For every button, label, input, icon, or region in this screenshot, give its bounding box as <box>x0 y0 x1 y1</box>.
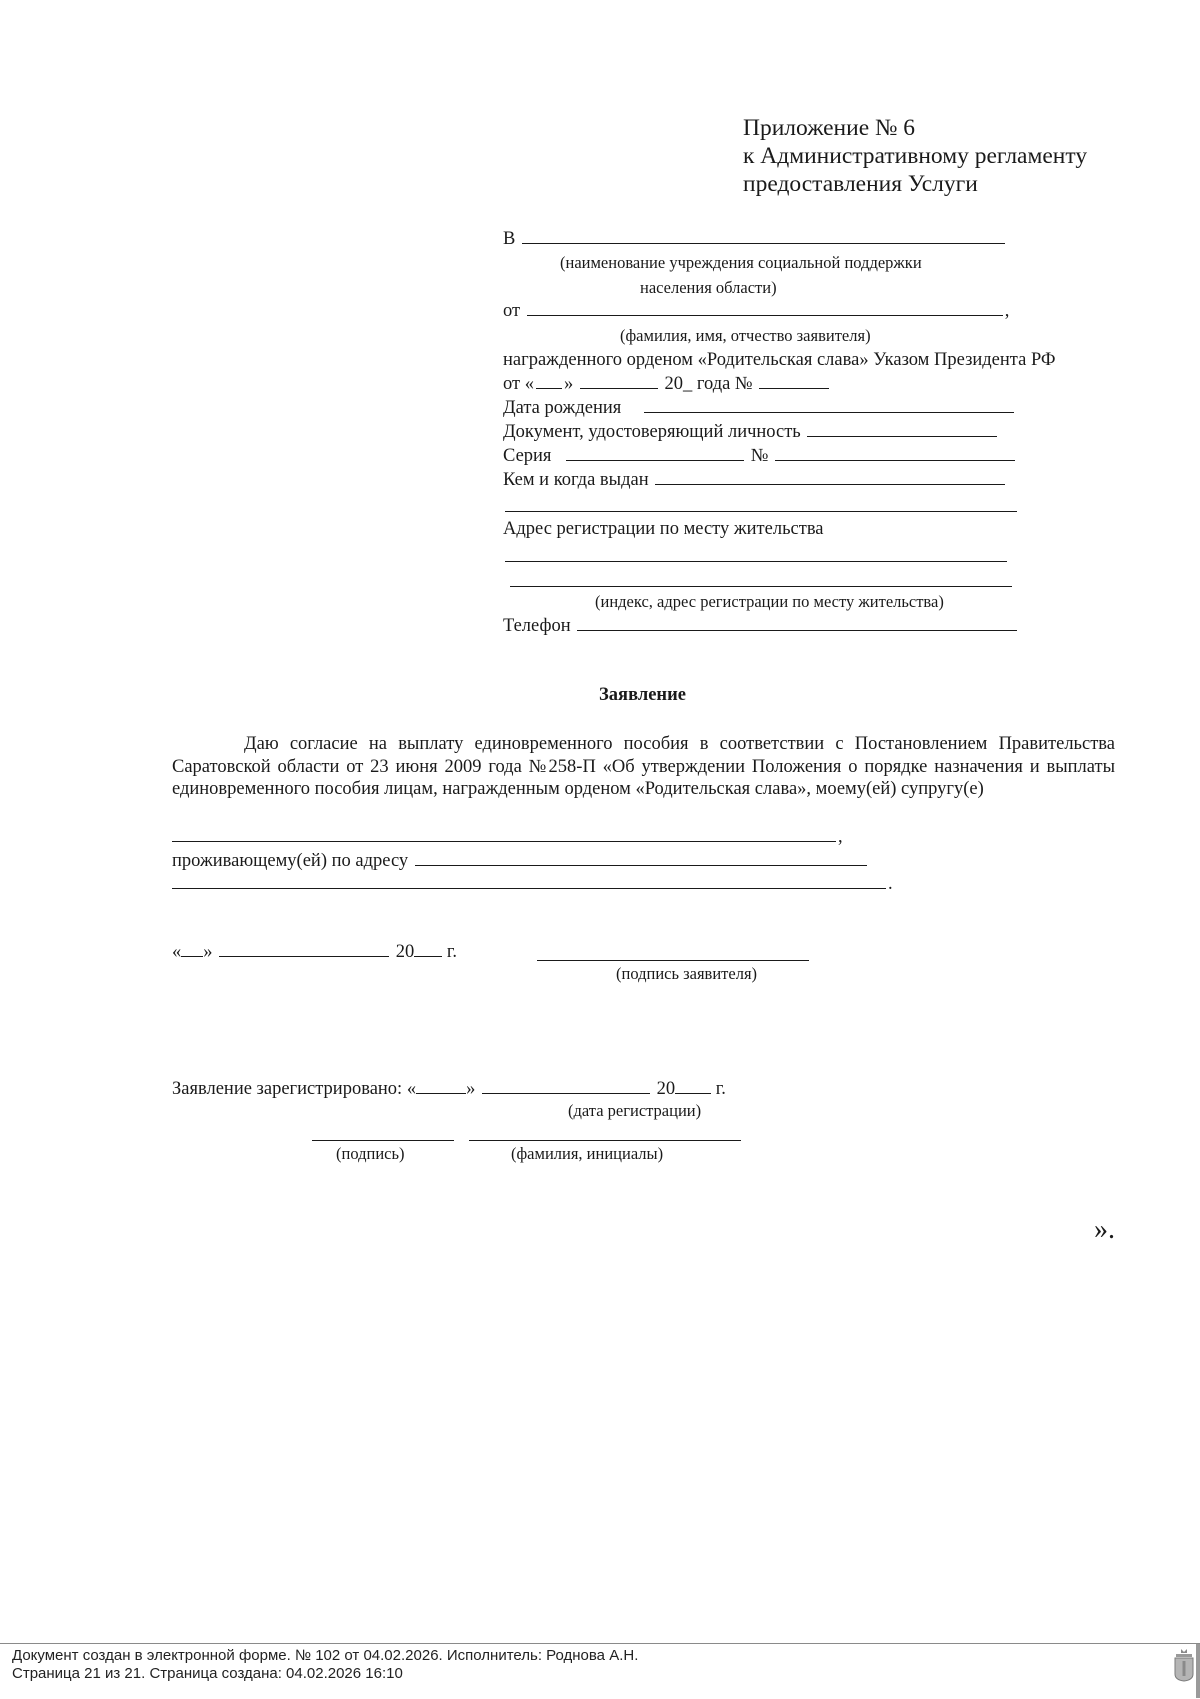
residing-blank <box>415 864 867 866</box>
to-blank <box>522 242 1005 244</box>
registration-quote-open: « <box>406 1079 417 1099</box>
dob-label: Дата рождения <box>503 398 622 418</box>
series-label: Серия <box>503 446 552 466</box>
decree-quote-close: » <box>563 374 574 394</box>
residing-line <box>172 850 869 872</box>
registration-month-blank <box>482 1092 650 1094</box>
date-year-suffix: г. <box>446 942 458 962</box>
appendix-regulation: к Административному регламенту <box>743 143 1088 169</box>
id-doc-blank <box>807 435 997 437</box>
date-quote-open: « <box>172 942 182 962</box>
from-line <box>503 300 1009 322</box>
to-line <box>503 228 1007 250</box>
registration-year-blank <box>675 1092 711 1094</box>
footer-stripe <box>1196 1644 1200 1698</box>
document-footer <box>0 1643 1200 1699</box>
date-year-blank <box>414 955 442 957</box>
registration-year-prefix: 20 <box>656 1079 676 1099</box>
issued-blank-2 <box>505 511 1017 512</box>
from-blank <box>527 314 1003 316</box>
registration-label: Заявление зарегистрировано: <box>172 1079 403 1099</box>
registrar-name-blank <box>469 1140 741 1141</box>
decree-ot: от <box>503 374 521 394</box>
phone-blank <box>577 629 1017 631</box>
to-prefix: В <box>503 229 516 249</box>
spouse-line <box>172 826 843 848</box>
id-doc-line <box>503 421 999 443</box>
residing-label: проживающему(ей) по адресу <box>172 851 409 871</box>
date-year-prefix: 20 <box>395 942 415 962</box>
date-quote-close: » <box>203 942 213 962</box>
from-caption: (фамилия, имя, отчество заявителя) <box>620 326 871 345</box>
issued-line <box>503 469 1007 491</box>
footer-line-1: Документ создан в электронной форме. № 102 от 04.02.2026. Исполнитель: Роднова А.Н. <box>12 1647 639 1664</box>
applicant-signature-blank <box>537 960 809 961</box>
to-caption-1: (наименование учреждения социальной поддержки <box>560 253 922 272</box>
decree-quote-open: « <box>524 374 534 394</box>
phone-line <box>503 615 1019 637</box>
footer-line-2: Страница 21 из 21. Страница создана: 04.02.2026 16:10 <box>12 1665 403 1682</box>
appendix-header <box>743 114 1087 198</box>
spouse-blank <box>172 840 836 842</box>
registrar-signature-caption: (подпись) <box>336 1144 405 1163</box>
coat-of-arms-icon <box>1173 1648 1195 1682</box>
closing-quote: ». <box>1094 1214 1115 1245</box>
id-doc-label: Документ, удостоверяющий личность <box>503 422 801 442</box>
residing-line-2 <box>172 873 893 895</box>
footer-text <box>12 1647 638 1683</box>
number-blank <box>775 459 1015 461</box>
applicant-signature-caption: (подпись заявителя) <box>616 964 758 983</box>
statement-body <box>172 733 1115 801</box>
appendix-service: предоставления Услуги <box>743 171 978 197</box>
statement-title: Заявление <box>599 685 686 705</box>
decree-year: 20_ <box>664 374 693 394</box>
registration-quote-close: » <box>466 1079 476 1099</box>
registrar-name-caption: (фамилия, инициалы) <box>511 1144 664 1163</box>
registration-date-caption: (дата регистрации) <box>568 1101 702 1120</box>
consent-paragraph: Даю согласие на выплату единовременного пособия в соответствии с Постановлением Правительства Саратовской области от 23 июня 2009 года №258-П «Об утверждении Положения о порядке назначения и выплаты единовременного пособия лицам, награжденным орденом «Родительская слава», моему(ей) супругу(е) <box>172 734 1115 799</box>
date-month-blank <box>219 955 389 957</box>
decree-number-blank <box>759 387 829 389</box>
from-comma: , <box>1004 301 1010 321</box>
phone-label: Телефон <box>503 616 571 636</box>
issued-label: Кем и когда выдан <box>503 470 649 490</box>
from-prefix: от <box>503 301 521 321</box>
registration-year-suffix: г. <box>715 1079 726 1099</box>
address-caption: (индекс, адрес регистрации по месту жительства) <box>595 592 944 611</box>
address-blank-1 <box>505 561 1007 562</box>
to-caption-2: населения области) <box>640 278 777 297</box>
dob-line <box>503 397 1016 419</box>
spouse-comma: , <box>838 827 843 847</box>
address-blank-2 <box>510 586 1012 587</box>
address-label: Адрес регистрации по месту жительства <box>503 519 824 539</box>
issued-blank <box>655 483 1005 485</box>
date-line <box>172 941 457 963</box>
registrar-signature-blank <box>312 1140 454 1141</box>
decree-day-blank <box>536 387 562 389</box>
series-blank <box>566 459 744 461</box>
date-day-blank <box>181 955 203 957</box>
decree-line <box>503 373 831 395</box>
decree-month-blank <box>580 387 658 389</box>
series-line <box>503 445 1017 467</box>
dob-blank <box>644 411 1014 413</box>
registration-day-blank <box>416 1092 466 1094</box>
awarded-text: награжденного орденом «Родительская слава» Указом Президента РФ <box>503 350 1056 370</box>
residing-period: . <box>888 874 893 894</box>
appendix-number: Приложение № 6 <box>743 115 916 141</box>
residing-blank-2 <box>172 887 886 889</box>
decree-year-suffix: года № <box>696 374 753 394</box>
number-sign: № <box>750 446 769 466</box>
registration-line <box>172 1078 726 1100</box>
